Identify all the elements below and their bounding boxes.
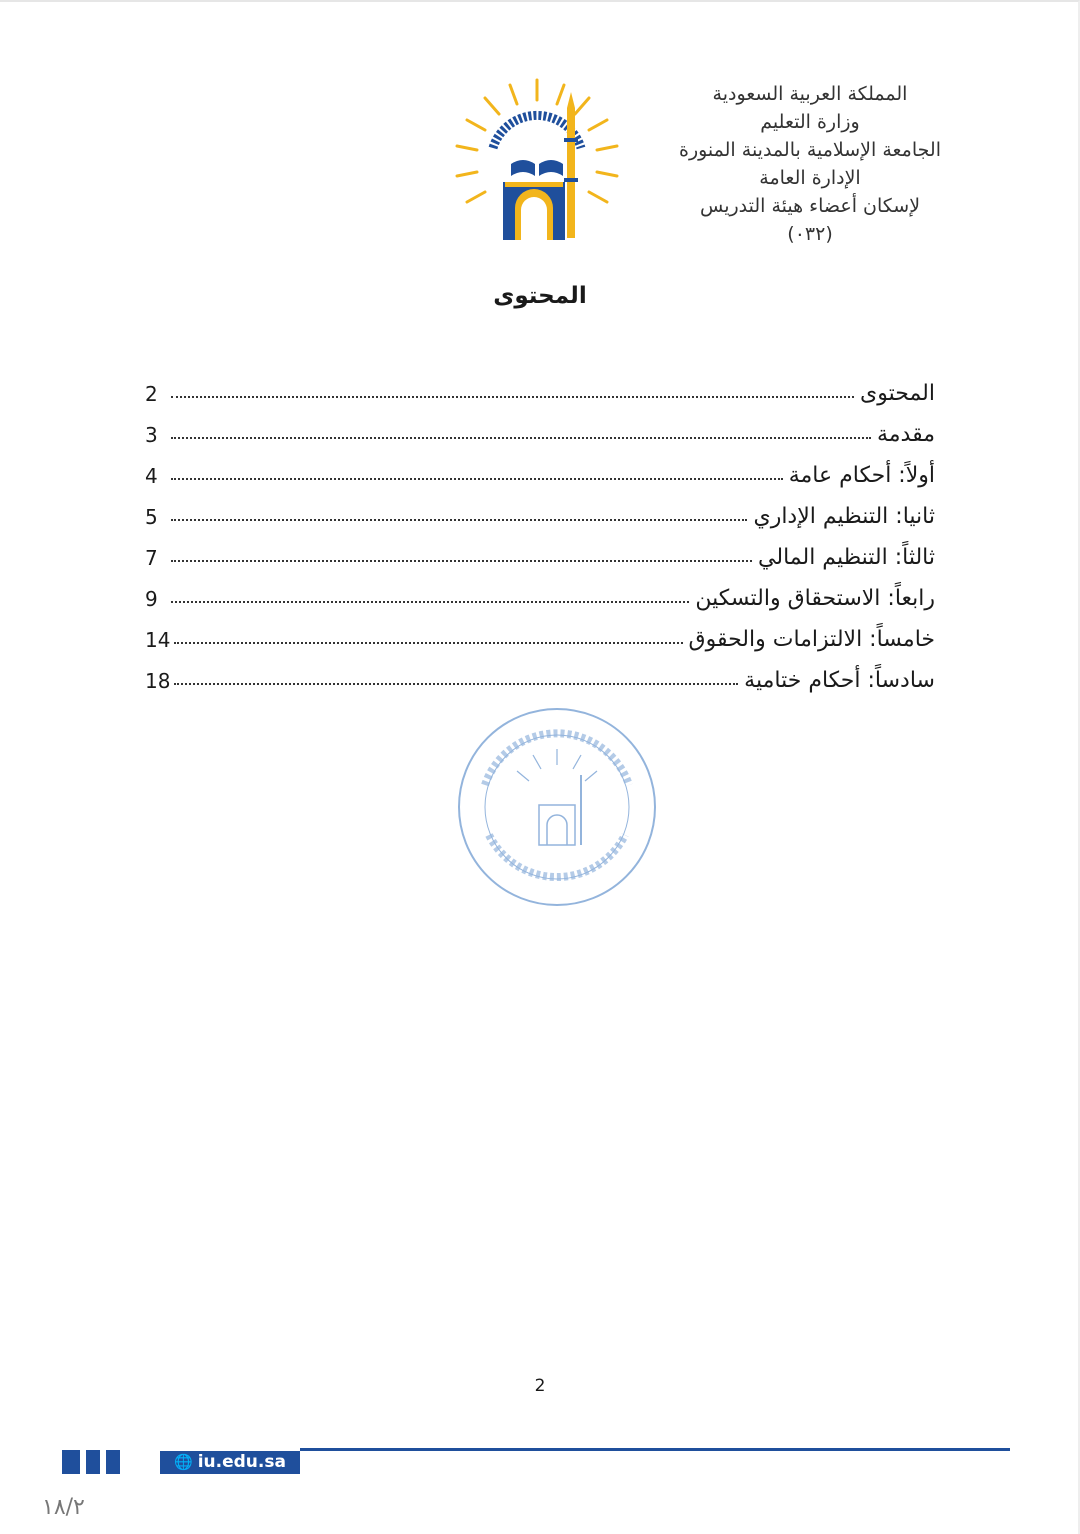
letterhead-line-ministry: وزارة التعليم	[760, 111, 860, 133]
toc-entry-label: مقدمة	[876, 422, 935, 447]
logo-gate	[503, 182, 565, 240]
toc-dot-leader	[171, 560, 752, 562]
university-logo	[455, 78, 620, 243]
toc-entry-page: 4	[145, 464, 158, 488]
toc-entry-general-provisions[interactable]	[145, 447, 935, 488]
toc-dot-leader	[171, 601, 689, 603]
footer-brand-bars	[62, 1450, 120, 1474]
toc-entry-financial-organization[interactable]	[145, 529, 935, 570]
globe-icon: 🌐	[174, 1453, 193, 1471]
toc-dot-leader	[174, 683, 738, 685]
letterhead-line-university: الجامعة الإسلامية بالمدينة المنورة	[678, 139, 941, 161]
toc-entry-label: خامساً: الالتزامات والحقوق	[688, 627, 935, 652]
footer-rule-under-badge	[160, 1473, 300, 1474]
toc-entry-label: سادساً: أحكام ختامية	[744, 668, 935, 693]
toc-entry-page: 5	[145, 505, 158, 529]
toc-entry-label: ثانيا: التنظيم الإداري	[753, 504, 935, 529]
logo-book-icon	[511, 160, 563, 176]
letterhead-line-code: (٠٣٢)	[787, 223, 833, 245]
letterhead-line-department: لإسكان أعضاء هيئة التدريس	[699, 195, 921, 217]
toc-entry-final-provisions[interactable]	[145, 652, 935, 693]
toc-entry-page: 14	[145, 628, 171, 652]
toc-entry-label: ثالثاً: التنظيم المالي	[758, 545, 935, 570]
toc-entry-page: 9	[145, 587, 158, 611]
seal-gate	[539, 805, 575, 845]
university-council-seal	[455, 705, 660, 910]
sheet-count: ١٨/٢	[42, 1495, 85, 1520]
toc-entry-administrative-organization[interactable]	[145, 488, 935, 529]
table-of-contents	[145, 365, 935, 693]
toc-entry-eligibility-housing[interactable]	[145, 570, 935, 611]
toc-dot-leader	[171, 519, 747, 521]
letterhead-line-administration: الإدارة العامة	[759, 167, 861, 189]
letterhead	[650, 80, 970, 248]
footer-website-text: iu.edu.sa	[197, 1452, 286, 1472]
toc-entry-page: 2	[145, 382, 158, 406]
footer-rule	[300, 1448, 1010, 1451]
letterhead-line-kingdom: المملكة العربية السعودية	[712, 83, 908, 105]
toc-dot-leader	[171, 437, 871, 439]
page-number: 2	[534, 1376, 546, 1396]
toc-entry-label: أولاً: أحكام عامة	[788, 463, 935, 488]
toc-title: المحتوى	[493, 283, 587, 309]
toc-entry-page: 3	[145, 423, 158, 447]
toc-entry-contents[interactable]	[145, 365, 935, 406]
toc-dot-leader	[171, 478, 783, 480]
toc-entry-obligations-rights[interactable]	[145, 611, 935, 652]
toc-dot-leader	[171, 396, 854, 398]
footer-website-badge[interactable]	[160, 1451, 300, 1473]
toc-entry-label: رابعاً: الاستحقاق والتسكين	[695, 586, 935, 611]
toc-entry-page: 7	[145, 546, 158, 570]
seal-sun-rays	[517, 749, 597, 781]
toc-dot-leader	[174, 642, 682, 644]
toc-entry-label: المحتوى	[860, 381, 935, 406]
toc-entry-page: 18	[145, 669, 171, 693]
toc-entry-introduction[interactable]	[145, 406, 935, 447]
seal-text-arc-bottom	[489, 835, 625, 877]
